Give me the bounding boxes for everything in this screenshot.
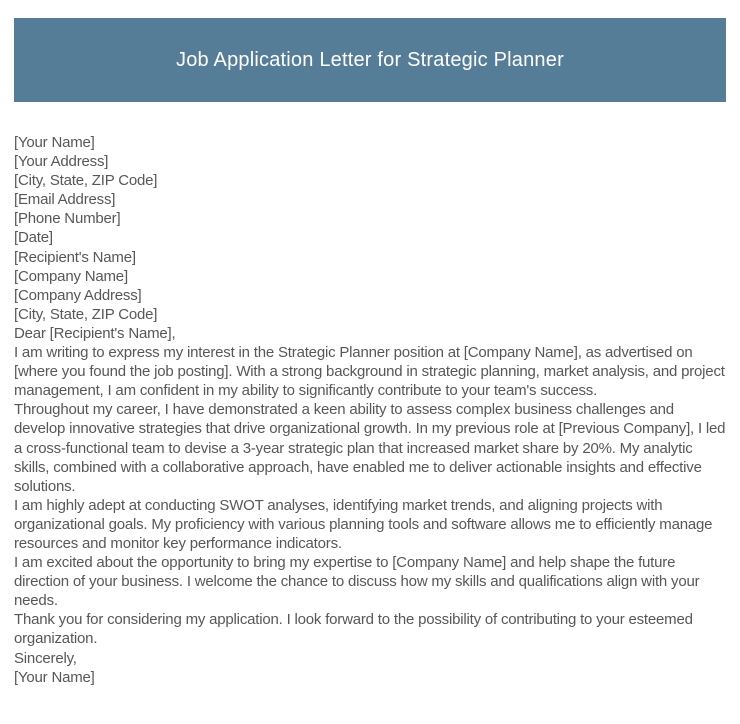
recipient-city-line: [City, State, ZIP Code]	[14, 305, 158, 323]
closing-line: Sincerely,	[14, 649, 77, 667]
company-address-line: [Company Address]	[14, 286, 142, 304]
paragraph-thanks: Thank you for considering my application. I look forward to the possibility of contributing to your esteemed organization.	[14, 611, 693, 648]
signature-line: [Your Name]	[14, 668, 95, 686]
title-bar	[14, 18, 726, 102]
sender-phone-line: [Phone Number]	[14, 210, 121, 228]
date-line: [Date]	[14, 229, 53, 247]
letter-body	[14, 133, 728, 687]
paragraph-introduction: I am writing to express my interest in the Strategic Planner position at [Company Name], as advertised on [where you found the job posting]. With a strong background in strategic planning, market analysis, and project management, I am confident in my ability to significantly contribute to your team's success.	[14, 344, 725, 400]
paragraph-career: Throughout my career, I have demonstrated a keen ability to assess complex business challenges and develop innovative strategies that drive organizational growth. In my previous role at [Previous Company], I led a cross-functional team to devise a 3-year strategic plan that increased market share by 20%. My analytic skills, combined with a collaborative approach, have enabled me to deliver actionable insights and effective solutions.	[14, 401, 726, 495]
page-title: Job Application Letter for Strategic Planner	[176, 48, 564, 71]
salutation-line: Dear [Recipient's Name],	[14, 324, 176, 342]
recipient-name-line: [Recipient's Name]	[14, 248, 136, 266]
paragraph-skills: I am highly adept at conducting SWOT analyses, identifying market trends, and aligning projects with organizational goals. My proficiency with various planning tools and software allows me to efficiently manage resources and monitor key performance indicators.	[14, 496, 713, 552]
sender-address-line: [Your Address]	[14, 153, 109, 171]
sender-name-line: [Your Name]	[14, 134, 95, 151]
paragraph-excitement: I am excited about the opportunity to bring my expertise to [Company Name] and help shape the future direction of your business. I welcome the chance to discuss how my skills and qualifications align with your needs.	[14, 554, 700, 610]
sender-city-line: [City, State, ZIP Code]	[14, 172, 158, 190]
sender-email-line: [Email Address]	[14, 191, 116, 209]
company-name-line: [Company Name]	[14, 267, 128, 285]
